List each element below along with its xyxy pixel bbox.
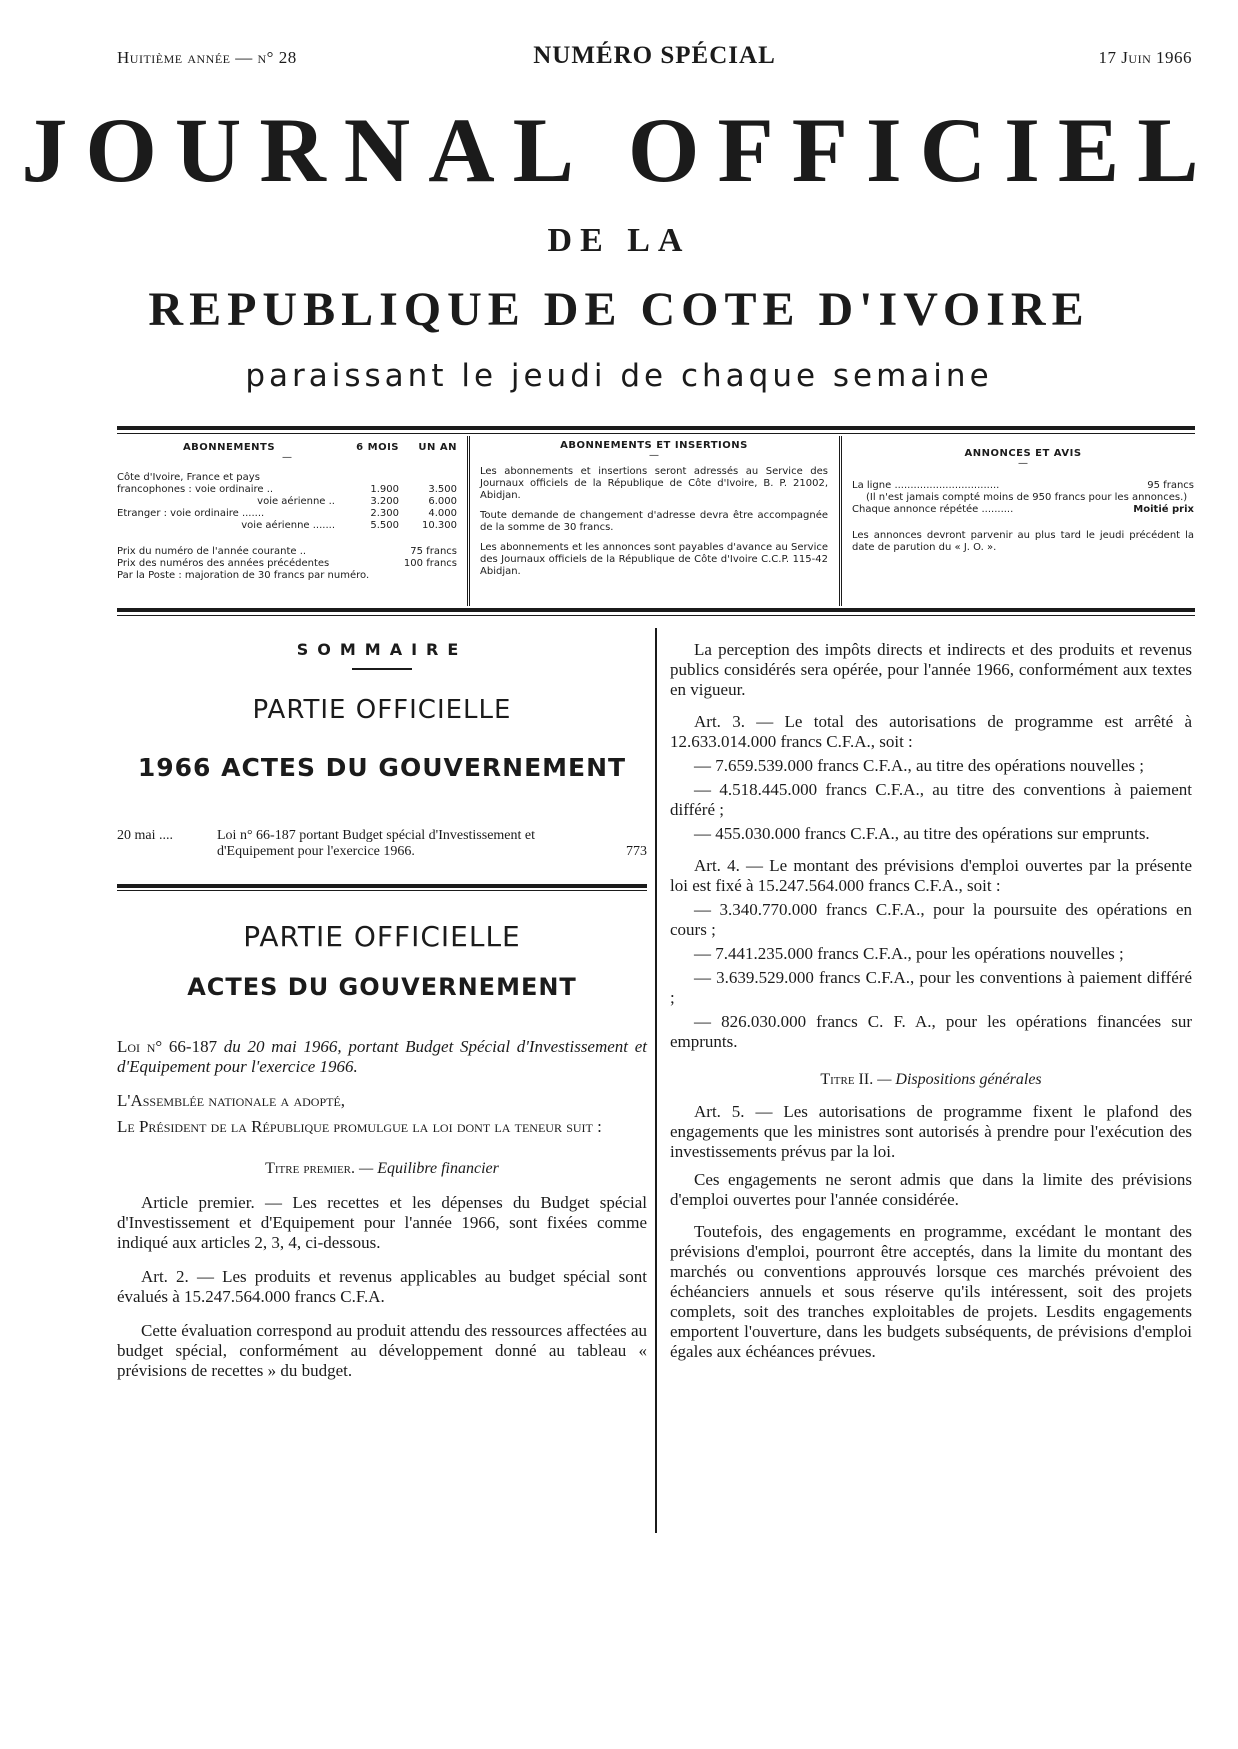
subscription-row: francophones : voie ordinaire .. 1.900 3.500: [117, 484, 457, 495]
price-row: Prix des numéros des années précédentes 100 francs: [117, 558, 457, 569]
heading-dash: —: [649, 450, 659, 461]
subscription-row: Côte d'Ivoire, France et pays: [117, 472, 260, 483]
title-two-heading: Titre II. — Dispositions générales: [820, 1071, 1042, 1088]
part-title: PARTIE OFFICIELLE: [243, 920, 521, 953]
price-row: Prix du numéro de l'année courante .. 75 francs: [117, 546, 457, 557]
subscription-row: voie aérienne ....... 5.500 10.300: [241, 520, 457, 531]
annonces-block: [852, 440, 1194, 562]
summary-entry-text: Loi n° 66-187 portant Budget spécial d'Investissement et d'Equipement pour l'exercice 1966.: [217, 828, 536, 859]
col-6-months: 6 MOIS: [356, 442, 399, 453]
masthead-republic: REPUBLIQUE DE COTE D'IVOIRE: [148, 283, 1090, 336]
heading-dash: —: [282, 452, 292, 463]
right-column: [670, 640, 1192, 1362]
article-3: Art. 3. — Le total des autorisations de programme est arrêté à 12.633.014.000 francs C.F.A., soit :: [670, 712, 1192, 751]
article-4-item: — 826.030.000 francs C. F. A., pour les opérations financées sur emprunts.: [670, 1012, 1192, 1051]
masthead-de-la: DE LA: [547, 222, 691, 259]
insertions-address: Les abonnements et insertions seront adressés au Service des Journaux officiels de la République de Côte d'Ivoire, B. P. 21002, Abidjan.: [480, 466, 828, 501]
subscriptions-block: [117, 440, 457, 582]
box-separator-1: [467, 436, 470, 606]
heading-dash: —: [1018, 458, 1028, 469]
section-rule: [117, 884, 647, 891]
section-title: ACTES DU GOUVERNEMENT: [187, 973, 577, 1001]
title-one-heading: Titre premier. — Equilibre financier: [265, 1160, 499, 1177]
article-2-detail: Cette évaluation correspond au produit attendu des ressources affectées au budget spécial, conformément au développement donné au tableau « prévisions de recettes » du budget.: [117, 1321, 647, 1380]
article-4: Art. 4. — Le montant des prévisions d'emploi ouvertes par la présente loi est fixé à 15.247.564.000 francs C.F.A., soit :: [670, 856, 1192, 895]
annonce-repeat-price: Chaque annonce répétée .......... Moitié prix: [852, 504, 1194, 515]
box-rule-top-thin: [117, 433, 1195, 434]
subscription-row: Etranger : voie ordinaire ....... 2.300 4.000: [117, 508, 457, 519]
article-5-limit: Ces engagements ne seront admis que dans la limite des prévisions d'emploi ouvertes pour l'année considérée.: [670, 1170, 1192, 1209]
annonce-line-price: La ligne ................................. 95 francs: [852, 480, 1194, 491]
insertions-address-change: Toute demande de changement d'adresse devra être accompagnée de la somme de 30 francs.: [480, 510, 828, 533]
insertions-block: [480, 440, 828, 586]
insertions-payment: Les abonnements et les annonces sont payables d'avance au Service des Journaux officiels de la République de Côte d'Ivoire C.C.P. 115-42 Abidjan.: [480, 542, 828, 577]
special-issue-label: NUMÉRO SPÉCIAL: [533, 42, 776, 69]
box-rule-bottom: [117, 608, 1195, 612]
issue-date: 17 Juin 1966: [1098, 48, 1192, 67]
box-rule-bottom-thin: [117, 615, 1195, 616]
subscription-row: voie aérienne .. 3.200 6.000: [257, 496, 457, 507]
article-4-item: — 7.441.235.000 francs C.F.A., pour les opérations nouvelles ;: [694, 944, 1124, 963]
summary-heading: SOMMAIRE: [296, 640, 468, 659]
summary-entry: [117, 828, 647, 860]
article-1: Article premier. — Les recettes et les dépenses du Budget spécial d'Investissement et d'Equipement pour l'année 1966, sont fixées comme indiqué aux articles 2, 3, 4, ci-dessous.: [117, 1193, 647, 1252]
insertions-heading: ABONNEMENTS ET INSERTIONS: [560, 440, 748, 451]
masthead-subtitle: paraissant le jeudi de chaque semaine: [245, 358, 993, 394]
box-rule-top: [117, 426, 1195, 430]
left-column: [117, 640, 647, 1381]
assembly-adopted: L'Assemblée nationale a adopté,: [117, 1091, 346, 1110]
issue-number: Huitième année — n° 28: [117, 48, 297, 67]
tax-collection-paragraph: La perception des impôts directs et indirects et des produits et revenus publics considérés sera opérée, pour l'année 1966, conformément aux textes en vigueur.: [670, 640, 1192, 699]
masthead-title: JOURNAL OFFICIEL: [21, 99, 1217, 201]
top-line: [117, 42, 1192, 72]
article-4-item: — 3.639.529.000 francs C.F.A., pour les conventions à paiement différé ;: [670, 968, 1192, 1007]
president-promulgates: Le Président de la République promulgue la loi dont la teneur suit :: [117, 1117, 602, 1136]
article-3-item: — 7.659.539.000 francs C.F.A., au titre des opérations nouvelles ;: [694, 756, 1145, 775]
article-4-item: — 3.340.770.000 francs C.F.A., pour la poursuite des opérations en cours ;: [670, 900, 1192, 939]
article-5-exception: Toutefois, des engagements en programme, excédant le montant des prévisions d'emploi, pourront être acceptés, dans la limite du montant des marchés ou conventions approuvés lorsque ces marchés prévoient des échéanciers annuels et sous réserve qu'ils intéressent, soit des projets complets, soit des tranches exploitables de projets. Lesdits engagements emportent l'ouverture, dans les budgets subséquents, de prévisions d'emploi égales aux échéances prévues.: [670, 1222, 1192, 1361]
annonce-minimum-note: (Il n'est jamais compté moins de 950 francs pour les annonces.): [866, 492, 1188, 503]
article-2: Art. 2. — Les produits et revenus applicables au budget spécial sont évalués à 15.247.564.000 francs C.F.A.: [117, 1267, 647, 1306]
article-3-item: — 4.518.445.000 francs C.F.A., au titre des conventions à paiement différé ;: [670, 780, 1192, 819]
article-5: Art. 5. — Les autorisations de programme fixent le plafond des engagements que les ministres sont autorisés à prendre pour l'exécution des investissements prévus par la loi.: [670, 1102, 1192, 1161]
column-divider: [655, 628, 657, 1533]
subscriptions-heading: ABONNEMENTS: [182, 442, 276, 453]
summary-entry-date: 20 mai ....: [117, 828, 173, 843]
law-title: Loi n° 66-187 du 20 mai 1966, portant Budget Spécial d'Investissement et d'Equipement pour l'exercice 1966.: [117, 1037, 648, 1076]
summary-part-title: PARTIE OFFICIELLE: [252, 695, 512, 725]
summary-entry-page: 773: [626, 844, 647, 859]
box-separator-2: [839, 436, 842, 606]
annonce-deadline: Les annonces devront parvenir au plus tard le jeudi précédent la date de parution du « J. O. ».: [852, 530, 1194, 553]
article-3-item: — 455.030.000 francs C.F.A., au titre des opérations sur emprunts.: [694, 824, 1150, 843]
col-1-year: UN AN: [418, 442, 457, 453]
summary-underline: [352, 668, 412, 670]
annonces-heading: ANNONCES ET AVIS: [964, 448, 1082, 459]
price-row: Par la Poste : majoration de 30 francs par numéro.: [117, 570, 370, 581]
summary-section-title: 1966 ACTES DU GOUVERNEMENT: [137, 753, 627, 782]
